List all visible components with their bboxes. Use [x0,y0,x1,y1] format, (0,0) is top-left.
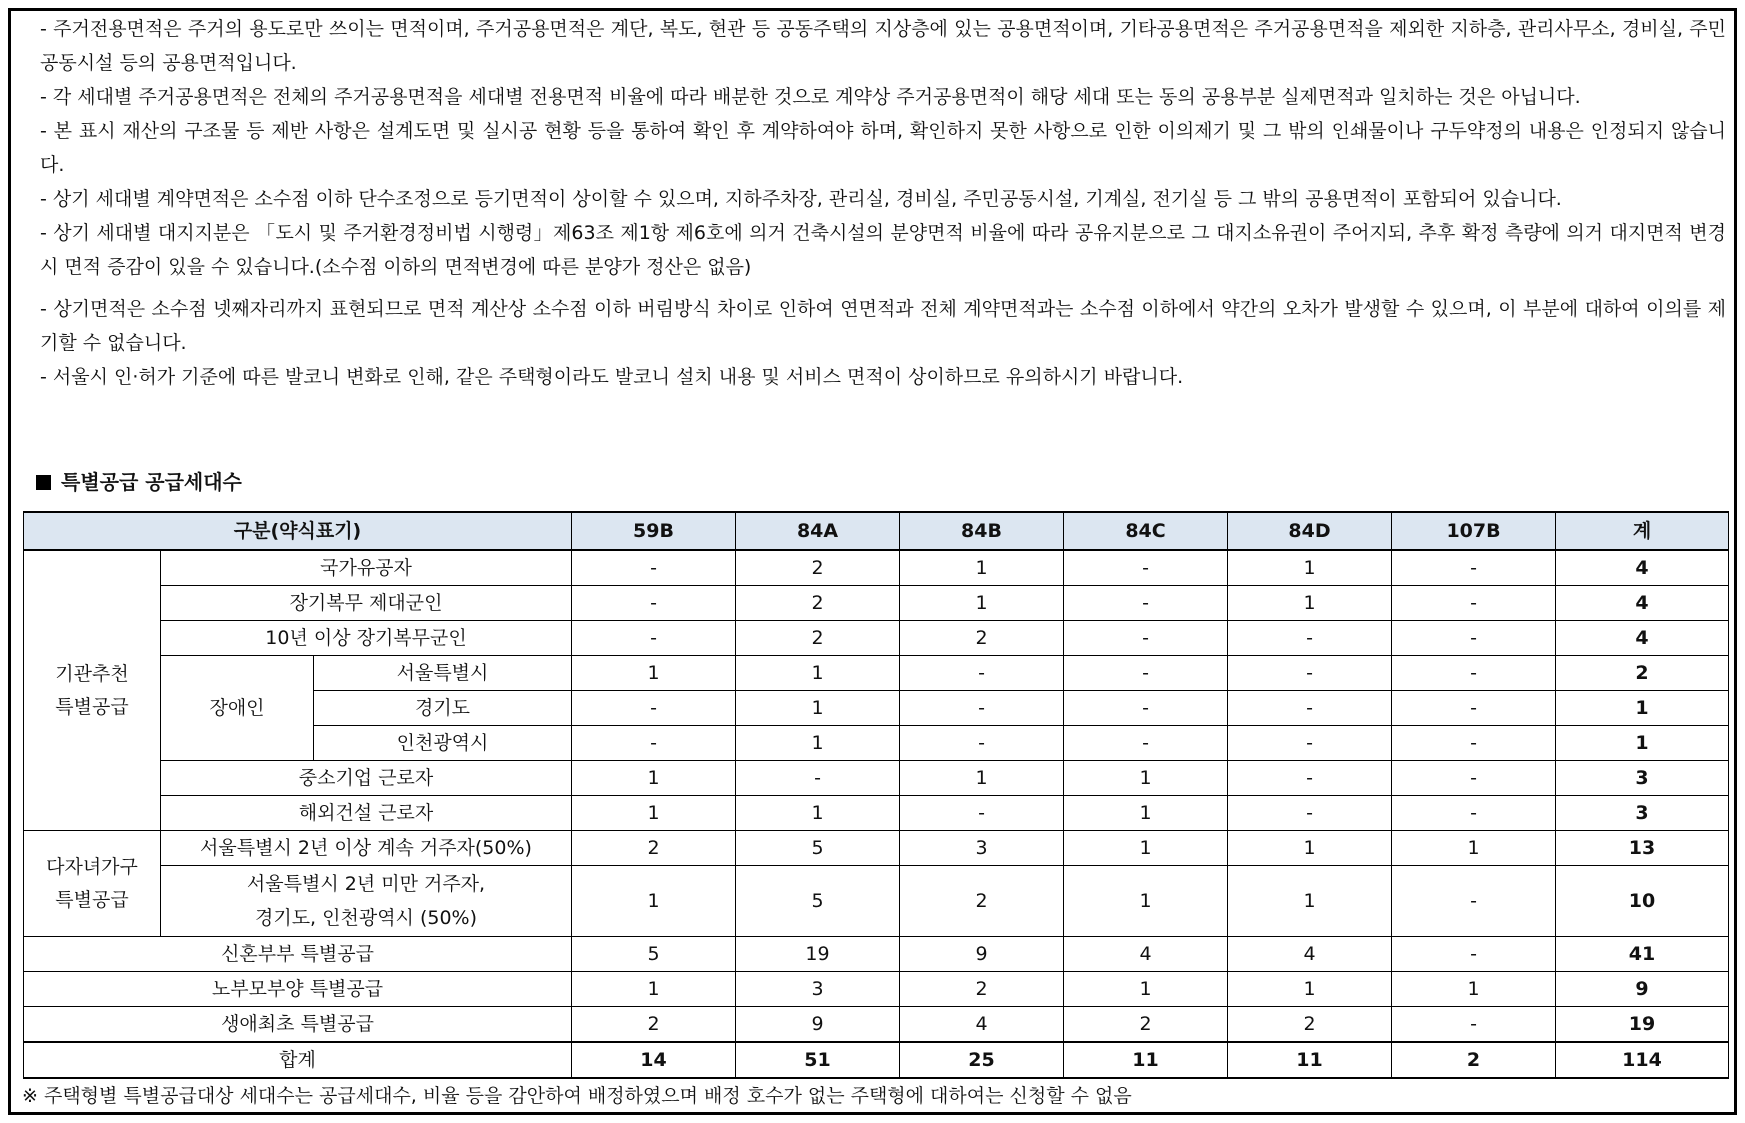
row-label: 노부모부양 특별공급 [24,972,572,1007]
table-cell: 2 [1228,1007,1392,1043]
table-cell: 1 [1064,972,1228,1007]
table-cell: - [1228,726,1392,761]
table-cell: - [1392,586,1556,621]
table-cell: - [900,796,1064,831]
note-item: - 주거전용면적은 주거의 용도로만 쓰이는 면적이며, 주거공용면적은 계단, 복도, 현관 등 공동주택의 지상층에 있는 공용면적이며, 기타공용면적은 주거공용면적을 제외한 지하층, 관리사무소, 경비실, 주민공동시설 등의 공용면적입니다. [40,18,1726,74]
row-total-cell: 13 [1556,831,1729,866]
row-total-cell: 1 [1556,691,1729,726]
table-header-row [24,512,1729,550]
table-cell: 3 [736,972,900,1007]
table-row [24,937,1729,972]
table-cell: - [1064,726,1228,761]
row-total-cell: 1 [1556,726,1729,761]
row-label: 10년 이상 장기복무군인 [161,621,572,656]
table-row [24,550,1729,586]
special-supply-table [23,511,1729,1079]
footnote: ※ 주택형별 특별공급대상 세대수는 공급세대수, 비율 등을 감안하여 배정하였으며 배정 호수가 없는 주택형에 대하여는 신청할 수 없음 [22,1085,1132,1107]
table-cell: 1 [900,586,1064,621]
group-label-institution: 기관추천 특별공급 [24,550,161,831]
table-cell: 1 [572,656,736,691]
section-title [36,466,242,495]
row-total-cell: 4 [1556,550,1729,586]
table-cell: - [1392,656,1556,691]
table-cell: 1 [1064,796,1228,831]
row-total-cell: 4 [1556,586,1729,621]
table-row [24,831,1729,866]
table-cell: 1 [1228,831,1392,866]
section-title-text: 특별공급 공급세대수 [61,470,242,494]
table-cell: 5 [736,831,900,866]
header-84d: 84D [1228,512,1392,550]
header-107b: 107B [1392,512,1556,550]
table-cell: - [1392,691,1556,726]
table-cell: - [1392,621,1556,656]
table-cell: - [1392,761,1556,796]
table-cell: 2 [736,550,900,586]
table-cell: 1 [736,656,900,691]
sum-cell: 11 [1228,1042,1392,1078]
table-cell: 2 [900,972,1064,1007]
table-cell: 9 [736,1007,900,1043]
row-label: 경기도 [314,691,572,726]
row-total-cell: 3 [1556,796,1729,831]
table-cell: 1 [900,761,1064,796]
table-cell: - [1392,796,1556,831]
sum-cell: 25 [900,1042,1064,1078]
row-label: 중소기업 근로자 [161,761,572,796]
row-total-cell: 10 [1556,866,1729,937]
row-label: 인천광역시 [314,726,572,761]
note-item: - 상기 세대별 계약면적은 소수점 이하 단수조정으로 등기면적이 상이할 수 있으며, 지하주차장, 관리실, 경비실, 주민공동시설, 기계실, 전기실 등 그 밖의 공용면적이 포함되어 있습니다. [40,188,1562,210]
table-cell: 1 [1064,866,1228,937]
table-cell: 1 [1228,550,1392,586]
table-cell: 1 [1228,866,1392,937]
table-cell: 2 [1064,1007,1228,1043]
note-item: - 서울시 인·허가 기준에 따른 발코니 변화로 인해, 같은 주택형이라도 발코니 설치 내용 및 서비스 면적이 상이하므로 유의하시기 바랍니다. [40,366,1184,388]
table-cell: - [736,761,900,796]
group-label-multichild: 다자녀가구 특별공급 [24,831,161,937]
header-84a: 84A [736,512,900,550]
row-label: 서울특별시 2년 미만 거주자, 경기도, 인천광역시 (50%) [161,866,572,937]
table-cell: 2 [736,621,900,656]
table-cell: 2 [900,866,1064,937]
table-cell: - [1228,691,1392,726]
table-cell: 2 [900,621,1064,656]
table-cell: - [572,726,736,761]
table-cell: - [572,621,736,656]
table-row [24,1007,1729,1043]
table-cell: 1 [572,972,736,1007]
table-cell: - [1228,761,1392,796]
header-total: 계 [1556,512,1729,550]
group-label-disabled: 장애인 [161,656,314,761]
note-item: - 상기면적은 소수점 넷째자리까지 표현되므로 면적 계산상 소수점 이하 버림방식 차이로 인하여 연면적과 전체 계약면적과는 소수점 이하에서 약간의 오차가 발생할 수 있으며, 이 부분에 대하여 이의를 제기할 수 없습니다. [40,298,1726,354]
table-row [24,796,1729,831]
row-total-cell: 9 [1556,972,1729,1007]
table-cell: - [1228,621,1392,656]
header-84c: 84C [1064,512,1228,550]
table-cell: 1 [736,691,900,726]
table-cell: 4 [900,1007,1064,1043]
table-cell: - [1064,656,1228,691]
header-84b: 84B [900,512,1064,550]
row-label: 서울특별시 2년 이상 계속 거주자(50%) [161,831,572,866]
table-cell: 1 [1228,972,1392,1007]
table-cell: - [1392,937,1556,972]
row-label: 서울특별시 [314,656,572,691]
table-cell: - [1392,866,1556,937]
row-total-cell: 41 [1556,937,1729,972]
sum-cell: 11 [1064,1042,1228,1078]
table-cell: - [1228,656,1392,691]
row-label: 장기복무 제대군인 [161,586,572,621]
table-row [24,972,1729,1007]
row-total-cell: 4 [1556,621,1729,656]
table-cell: 1 [1392,972,1556,1007]
table-cell: 2 [736,586,900,621]
note-item: - 본 표시 재산의 구조물 등 제반 사항은 설계도면 및 실시공 현황 등을 통하여 확인 후 계약하여야 하며, 확인하지 못한 사항으로 인한 이의제기 및 그 밖의 인쇄물이나 구두약정의 내용은 인정되지 않습니다. [40,120,1726,176]
note-item: - 각 세대별 주거공용면적은 전체의 주거공용면적을 세대별 전용면적 비율에 따라 배분한 것으로 계약상 주거공용면적이 해당 세대 또는 동의 공용부분 실제면적과 일치하는 것은 아닙니다. [40,86,1581,108]
sum-cell: 2 [1392,1042,1556,1078]
table-row [24,761,1729,796]
table-cell: - [572,550,736,586]
table-cell: 3 [900,831,1064,866]
table-cell: 1 [572,796,736,831]
row-label: 국가유공자 [161,550,572,586]
table-cell: - [1064,691,1228,726]
table-cell: 1 [1392,831,1556,866]
table-cell: 1 [900,550,1064,586]
row-total-cell: 19 [1556,1007,1729,1043]
sum-cell: 51 [736,1042,900,1078]
sum-label: 합계 [24,1042,572,1078]
row-label: 해외건설 근로자 [161,796,572,831]
note-item: - 상기 세대별 대지지분은 「도시 및 주거환경정비법 시행령」제63조 제1항 제6호에 의거 건축시설의 분양면적 비율에 따라 공유지분으로 그 대지소유권이 주어지되, 추후 확정 측량에 의거 대지면적 변경 시 면적 증감이 있을 수 있습니다.(소수점 이하의 면적변경에 따른 분양가 정산은 없음) [40,222,1726,278]
row-total-cell: 2 [1556,656,1729,691]
table-cell: 1 [1228,586,1392,621]
table-cell: - [900,726,1064,761]
sum-row [24,1042,1729,1078]
table-cell: - [900,691,1064,726]
row-label: 생애최초 특별공급 [24,1007,572,1043]
table-cell: 1 [572,866,736,937]
table-cell: - [572,691,736,726]
table-cell: - [1064,550,1228,586]
table-cell: 5 [572,937,736,972]
table-cell: 4 [1064,937,1228,972]
table-cell: - [1064,586,1228,621]
sum-cell: 14 [572,1042,736,1078]
grand-total-cell: 114 [1556,1042,1729,1078]
table-cell: - [900,656,1064,691]
table-cell: 5 [736,866,900,937]
table-cell: 2 [572,1007,736,1043]
table-cell: 1 [1064,761,1228,796]
table-row [24,866,1729,937]
table-cell: - [572,586,736,621]
table-cell: 1 [1064,831,1228,866]
table-cell: 4 [1228,937,1392,972]
table-cell: - [1392,550,1556,586]
row-total-cell: 3 [1556,761,1729,796]
table-cell: 9 [900,937,1064,972]
table-row [24,621,1729,656]
table-cell: - [1228,796,1392,831]
table-cell: 1 [572,761,736,796]
table-row [24,656,1729,691]
table-cell: 1 [736,796,900,831]
table-cell: - [1392,1007,1556,1043]
table-cell: 19 [736,937,900,972]
table-cell: - [1392,726,1556,761]
square-bullet-icon [36,475,51,490]
header-category: 구분(약식표기) [24,512,572,550]
table-cell: - [1064,621,1228,656]
table-cell: 2 [572,831,736,866]
header-59b: 59B [572,512,736,550]
table-row [24,586,1729,621]
table-cell: 1 [736,726,900,761]
notes-list [14,12,1726,394]
row-label: 신혼부부 특별공급 [24,937,572,972]
